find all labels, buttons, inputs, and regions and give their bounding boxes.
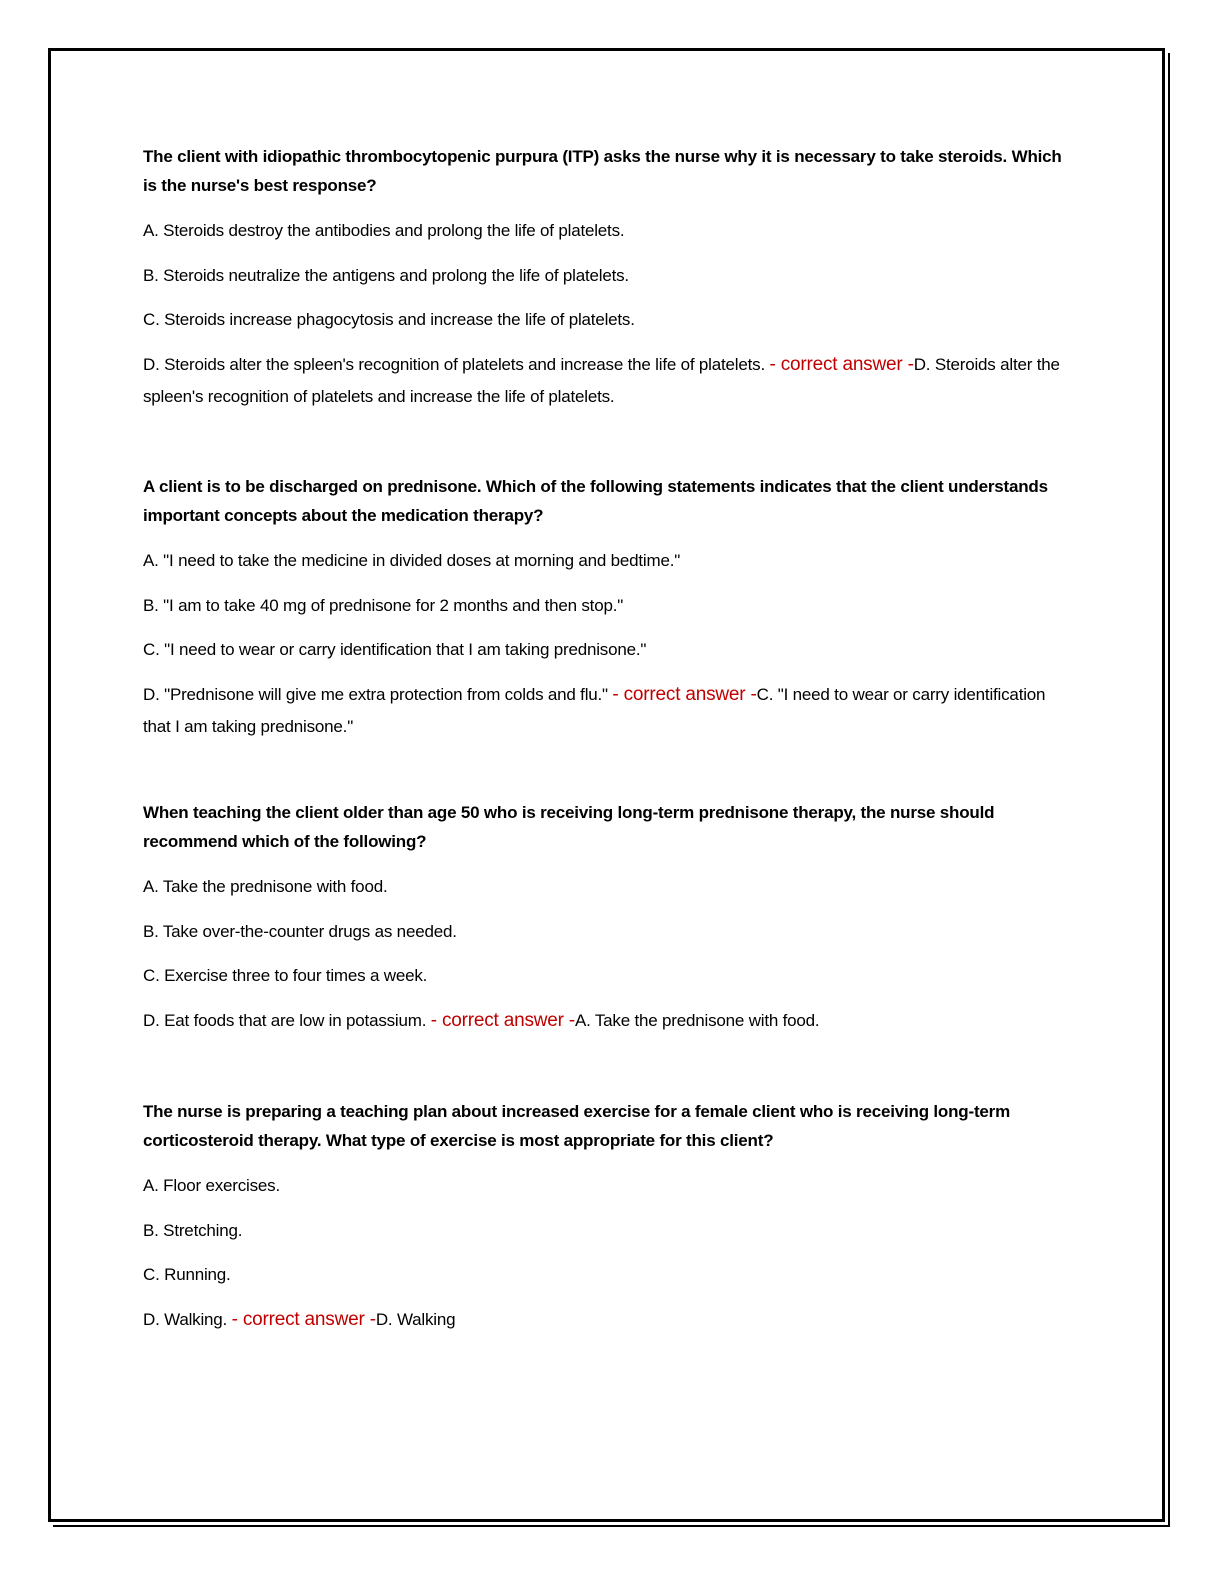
correct-answer-marker: - correct answer - [769,353,914,375]
correct-answer-text: C. "I need to wear or carry identification that I am taking prednisone." [143,684,1046,736]
option-c: C. "I need to wear or carry identification that I am taking prednisone." [143,640,647,659]
option-b: B. "I am to take 40 mg of prednisone for 2 months and then stop." [143,595,624,615]
option-c: C. Exercise three to four times a week. [143,966,428,985]
question-block [143,472,1073,755]
option-a: A. Steroids destroy the antibodies and prolong the life of platelets. [143,221,625,240]
option-a: A. Take the prednisone with food. [143,877,388,896]
option-d-text: D. "Prednisone will give me extra protection from colds and flu." [143,684,613,704]
question-text: The nurse is preparing a teaching plan about increased exercise for a female client who is receiving long-term corticosteroid therapy. What type of exercise is most appropriate for this client? [143,1102,1010,1150]
correct-answer-text: D. Walking [375,1309,456,1329]
correct-answer-marker: - correct answer - [231,1308,376,1330]
correct-answer-marker: - correct answer - [612,683,757,705]
question-text: When teaching the client older than age 50 who is receiving long-term prednisone therapy, the nurse should recommend which of the following? [143,803,995,851]
option-c: C. Running. [143,1265,231,1284]
question-text: The client with idiopathic thrombocytopenic purpura (ITP) asks the nurse why it is necessary to take steroids. Which is the nurse's best response? [143,147,1062,195]
option-b: B. Take over-the-counter drugs as needed. [143,921,457,941]
option-a: A. "I need to take the medicine in divided doses at morning and bedtime." [143,551,681,570]
option-c: C. Steroids increase phagocytosis and increase the life of platelets. [143,310,635,329]
option-b: B. Stretching. [143,1220,243,1240]
option-b: B. Steroids neutralize the antigens and prolong the life of platelets. [143,265,629,285]
option-a: A. Floor exercises. [143,1176,280,1195]
option-d [143,679,1073,743]
option-d [143,1005,1073,1037]
correct-answer-marker: - correct answer - [430,1009,575,1031]
question-block [143,798,1073,1049]
question-block [143,142,1073,425]
correct-answer-text: D. Steroids alter the spleen's recognition of platelets and increase the life of platelets. [143,354,1060,406]
correct-answer-text: A. Take the prednisone with food. [574,1010,820,1030]
option-d-text: D. Walking. [143,1309,232,1329]
question-block [143,1097,1073,1348]
option-d [143,1304,1073,1336]
option-d [143,349,1073,413]
option-d-text: D. Steroids alter the spleen's recognition of platelets and increase the life of platelets. [143,354,770,374]
option-d-text: D. Eat foods that are low in potassium. [143,1010,431,1030]
question-text: A client is to be discharged on prednisone. Which of the following statements indicates that the client understands important concepts about the medication therapy? [143,477,1048,525]
